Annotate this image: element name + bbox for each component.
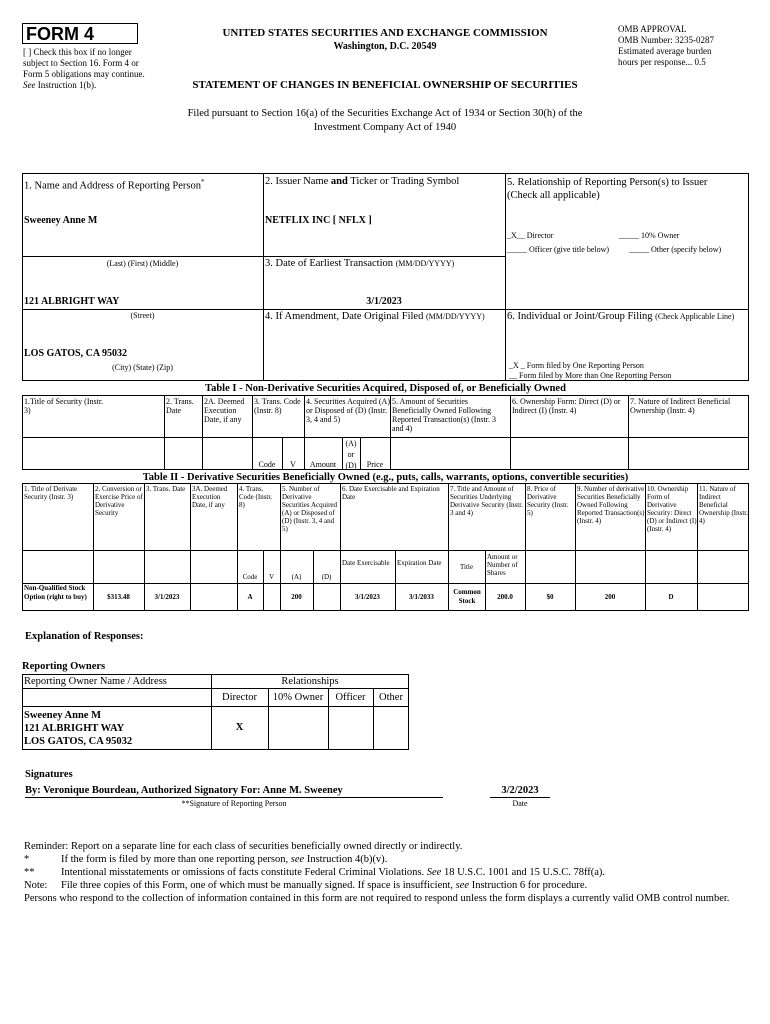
filed-pursuant-2: Investment Company Act of 1940	[313, 122, 457, 133]
rel-officer: _____ Officer (give title below)	[507, 245, 610, 254]
t1-h6: 6. Ownership Form: Direct (D) or Indirect (I) (Instr. 4)	[512, 397, 621, 415]
table2-title: Table II - Derivative Securities Beneficially Owned (e.g., puts, calls, warrants, options, convertible securities)	[142, 472, 629, 483]
t2-row-security: Non-Qualified Stock Option (right to buy)	[24, 584, 87, 601]
t2-row-deriv-price: $0	[546, 593, 554, 601]
owners-col-name: Reporting Owner Name / Address	[24, 676, 167, 687]
statement-title: STATEMENT OF CHANGES IN BENEFICIAL OWNERSHIP OF SECURITIES	[192, 79, 578, 91]
footer-reminder: Reminder: Report on a separate line for each class of securities beneficially owned directly or indirectly.	[24, 841, 463, 852]
t2-h1: 1. Title of Derivate Security (Instr. 3)	[24, 485, 78, 501]
t1-h4: 4. Securities Acquired (A) or Disposed of (D) (Instr. 3, 4 and 5)	[306, 397, 390, 424]
t2-row-form: D	[668, 593, 674, 601]
omb-hours: hours per response... 0.5	[618, 57, 706, 67]
t2-row-expiration: 3/1/2033	[409, 593, 434, 601]
owners-col-officer: Officer	[335, 692, 366, 703]
t2-sub-a: (A)	[291, 573, 302, 581]
t2-h5: 5. Number of Derivative Securities Acquired (A) or Disposed of (D) (Instr. 3, 4 and 5)	[282, 485, 338, 533]
filing-label: 6. Individual or Joint/Group Filing (Check Applicable Line)	[507, 311, 735, 322]
omb-burden: Estimated average burden	[618, 46, 712, 56]
rel-director: _X__ Director	[507, 231, 554, 240]
relationship-label: 5. Relationship of Reporting Person(s) to Issuer (Check all applicable)	[507, 177, 708, 201]
omb-block	[618, 24, 758, 68]
reporting-person-street: 121 ALBRIGHT WAY	[24, 296, 120, 307]
signature-date: 3/2/2023	[501, 785, 539, 796]
owner-name: Sweeney Anne M 121 ALBRIGHT WAY LOS GATOS, CA 95032	[24, 710, 133, 747]
t1-sub-price: Price	[366, 460, 384, 469]
filing-one: _X _ Form filed by One Reporting Person	[509, 361, 644, 370]
t2-h4: 4. Trans. Code (Instr. 8)	[239, 485, 273, 509]
issuer-name: NETFLIX INC [ NFLX ]	[265, 215, 372, 226]
t2-sub-amount: Amount or Number of Shares	[487, 553, 518, 577]
footer-persons: Persons who respond to the collection of information contained in this form are not required to respond unless the form displays a currently valid OMB control number.	[24, 893, 730, 904]
t2-row-exercisable: 3/1/2023	[355, 593, 380, 601]
t2-h2: 2. Conversion or Exercise Price of Derivative Security	[95, 485, 143, 517]
agency-city: Washington, D.C. 20549	[333, 41, 437, 52]
reporting-person-name: Sweeney Anne M	[24, 215, 98, 226]
owner-director-mark: X	[235, 722, 244, 733]
t1-h3: 3. Trans. Code (Instr. 8)	[254, 397, 301, 415]
t2-sub-title: Title	[460, 563, 473, 571]
filed-pursuant-1: Filed pursuant to Section 16(a) of the Securities Exchange Act of 1934 or Section 30(h) of the	[187, 108, 583, 119]
t2-row-amount: 200.0	[497, 593, 513, 601]
t2-h9: 9. Number of derivative Securities Beneficially Owned Following Reported Transaction(s) (Instr. 4)	[577, 485, 645, 525]
t2-h3a: 3A. Deemed Execution Date, if any	[192, 485, 228, 509]
reporting-person-city: LOS GATOS, CA 95032	[24, 348, 127, 359]
agency-title: UNITED STATES SECURITIES AND EXCHANGE COMMISSION	[222, 27, 548, 39]
name-hint: (Last) (First) (Middle)	[106, 259, 179, 268]
signatures-label: Signatures	[25, 769, 73, 780]
t1-sub-code: Code	[258, 460, 276, 469]
rel-ten-pct: _____ 10% Owner	[619, 231, 680, 240]
t2-row-price: $313.48	[107, 593, 130, 601]
t2-h6: 6. Date Exercisable and Expiration Date	[342, 485, 440, 501]
issuer-label: 2. Issuer Name and Ticker or Trading Symbol	[265, 176, 460, 187]
street-hint: (Street)	[130, 311, 155, 320]
signature-by: By: Veronique Bourdeau, Authorized Signatory For: Anne M. Sweeney	[25, 785, 343, 796]
t2-h7: 7. Title and Amount of Securities Underlying Derivative Security (Instr. 3 and 4)	[450, 485, 523, 517]
omb-number: OMB Number: 3235-0287	[618, 35, 714, 45]
t2-h8: 8. Price of Derivative Security (Instr. 5)	[527, 485, 569, 517]
omb-title: OMB APPROVAL	[618, 24, 687, 34]
reporting-owners-label: Reporting Owners	[22, 661, 106, 672]
t1-h7: 7. Nature of Indirect Beneficial Ownership (Instr. 4)	[630, 397, 731, 415]
t1-h2a: 2A. Deemed Execution Date, if any	[204, 397, 245, 424]
earliest-date-label: 3. Date of Earliest Transaction (MM/DD/YYYY)	[265, 258, 455, 269]
t2-sub-exercisable: Date Exercisable	[342, 559, 390, 567]
footer-note: Note: File three copies of this Form, one of which must be manually signed. If space is insufficient, see Instruction 6 for procedure.	[24, 880, 588, 891]
t2-row-date: 3/1/2023	[154, 593, 180, 601]
t1-sub-aord: (A) or (D)	[345, 439, 357, 470]
checkbox-note: [ ] Check this box if no longer subject to Section 16. Form 4 or Form 5 obligations may continue. See Instruction 1(b).	[23, 47, 145, 90]
t2-row-a: 200	[291, 593, 302, 601]
t2-h3: 3. Trans. Date	[146, 485, 186, 493]
t1-h2: 2. Trans. Date	[166, 397, 194, 415]
t2-sub-code: Code	[242, 573, 258, 581]
city-hint: (City) (State) (Zip)	[112, 363, 173, 372]
earliest-date: 3/1/2023	[366, 296, 402, 307]
reporting-person-label: 1. Name and Address of Reporting Person*	[24, 178, 205, 192]
owners-col-other: Other	[379, 692, 403, 703]
footer-star2: ** Intentional misstatements or omissions of facts constitute Federal Criminal Violations. See 18 U.S.C. 1001 and 15 U.S.C. 78ff(a).	[24, 867, 606, 878]
rel-other: _____ Other (specify below)	[629, 245, 722, 254]
table1-title: Table I - Non-Derivative Securities Acquired, Disposed of, or Beneficially Owned	[205, 383, 566, 394]
t2-sub-d: (D)	[321, 573, 332, 581]
explanation-label: Explanation of Responses:	[25, 631, 144, 642]
t2-sub-v: V	[268, 573, 275, 581]
owners-col-director: Director	[222, 692, 257, 703]
footer-star1: * If the form is filed by more than one reporting person, see Instruction 4(b)(v).	[24, 854, 388, 865]
t1-sub-amount: Amount	[309, 460, 337, 469]
owners-col-rel: Relationships	[281, 676, 339, 687]
t2-row-code: A	[247, 593, 253, 601]
t1-sub-v: V	[290, 460, 296, 469]
signature-caption: **Signature of Reporting Person	[181, 799, 287, 808]
t2-row-owned: 200	[604, 593, 616, 601]
form-title-box	[22, 23, 138, 44]
t2-h11: 11. Nature of Indirect Beneficial Ownership (Instr. 4)	[699, 485, 748, 525]
form-title: FORM 4	[26, 24, 95, 44]
top-section-frame	[22, 173, 749, 381]
t2-h10: 10. Ownership Form of Derivative Security: Direct (D) or Indirect (I) (Instr. 4)	[647, 485, 697, 533]
signature-date-caption: Date	[512, 799, 528, 808]
t1-h1: 1.Title of Security (Instr. 3)	[24, 397, 104, 415]
owners-col-ten: 10% Owner	[272, 692, 324, 703]
filing-more: __ Form filed by More than One Reporting Person	[509, 371, 672, 380]
t2-row-title: Common Stock	[453, 588, 481, 605]
t1-h5: 5. Amount of Securities Beneficially Owned Following Reported Transaction(s) (Instr. 3 and 4)	[392, 397, 496, 433]
amendment-label: 4. If Amendment, Date Original Filed (MM/DD/YYYY)	[265, 311, 485, 322]
t2-sub-expiration: Expiration Date	[397, 559, 442, 567]
